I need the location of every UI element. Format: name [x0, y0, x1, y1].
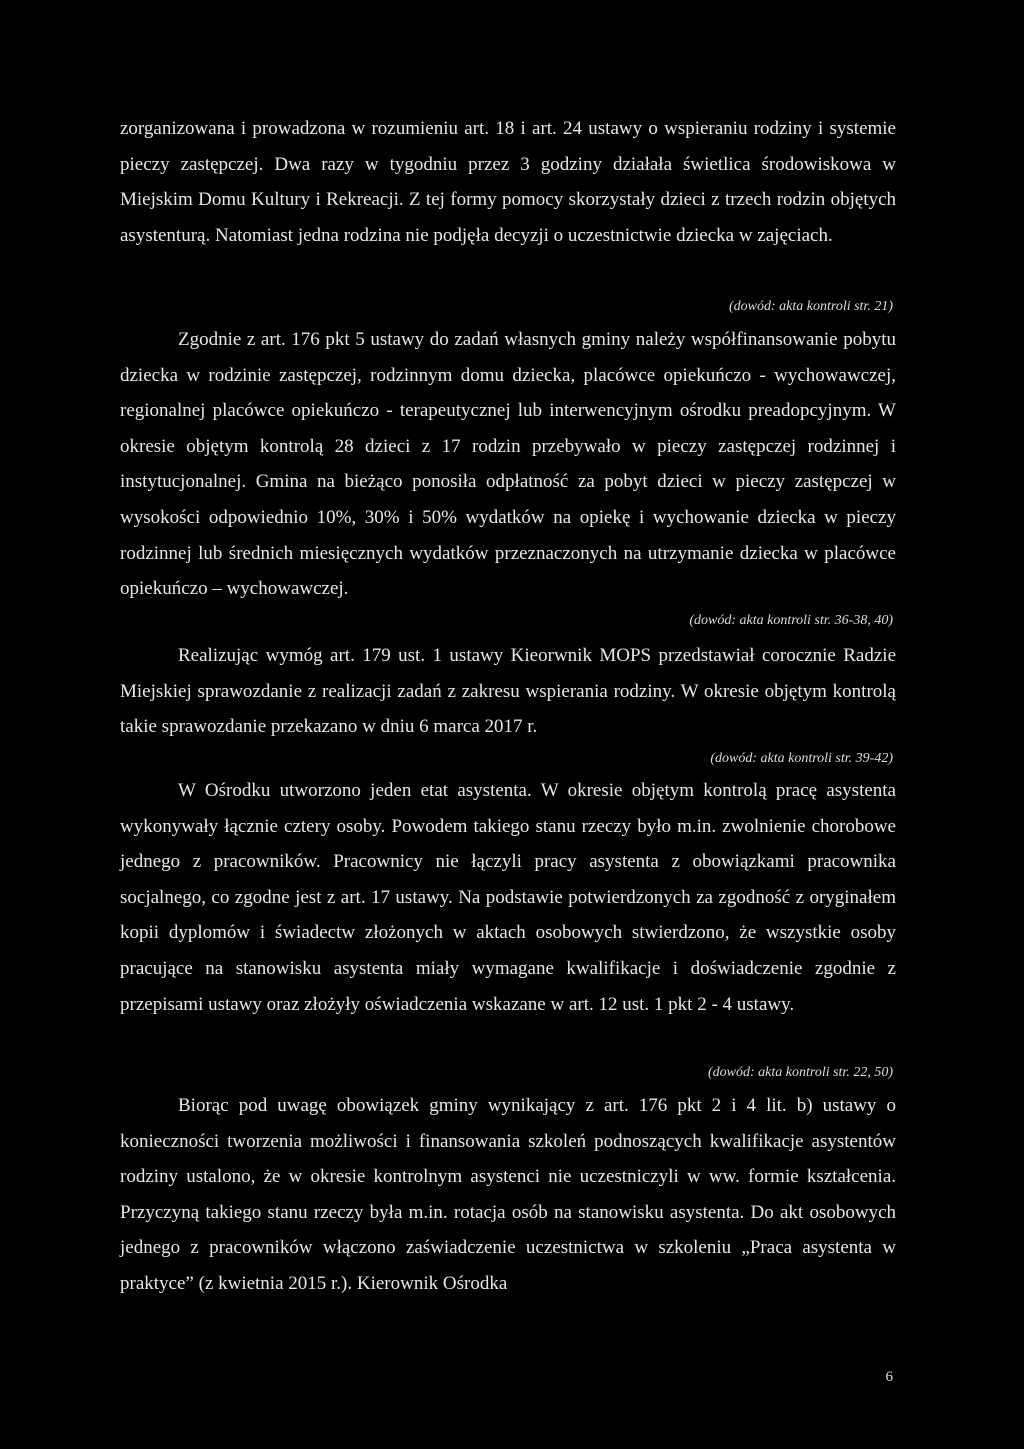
paragraph-asystent: W Ośrodku utworzono jeden etat asystenta. W okresie objętym kontrolą pracę asystenta wykonywały łącznie cztery osoby. Powodem takiego stanu rzeczy było m.in. zwolnienie chorobowe jednego z pracowników. Pracownicy nie łączyli pracy asystenta z obowiązkami pracownika socjalnego, co zgodne jest z art. 17 ustawy. Na podstawie potwierdzonych za zgodność z oryginałem kopii dyplomów i świadectw złożonych w aktach osobowych stwierdzono, że wszystkie osoby pracujące na stanowisku asystenta miały wymagane kwalifikacje i doświadczenie zgodnie z przepisami ustawy oraz złożyły oświadczenia wskazane w art. 12 ust. 1 pkt 2 - 4 ustawy. — [120, 780, 896, 1015]
evidence-citation: (dowód: akta kontroli str. 21) — [729, 299, 893, 314]
page-number: 6 — [885, 1369, 893, 1385]
evidence-citation: (dowód: akta kontroli str. 39-42) — [710, 751, 893, 766]
evidence-citation: (dowód: akta kontroli str. 22, 50) — [708, 1065, 893, 1080]
evidence-citation: (dowód: akta kontroli str. 36-38, 40) — [689, 613, 893, 628]
paragraph-piecza-zastepcza: Zgodnie z art. 176 pkt 5 ustawy do zadań własnych gminy należy współfinansowanie pobytu dziecka w rodzinie zastępczej, rodzinnym domu dziecka, placówce opiekuńczo - wychowawczej, regionalnej placówce opiekuńczo - terapeutycznej lub interwencyjnym ośrodku preadopcyjnym. W okresie objętym kontrolą 28 dzieci z 17 rodzin przebywało w pieczy zastępczej rodzinnej i instytucjonalnej. Gmina na bieżąco ponosiła odpłatność za pobyt dzieci w pieczy zastępczej w wysokości odpowiednio 10%, 30% i 50% wydatków na opiekę i wychowanie dziecka w pieczy rodzinnej lub średnich miesięcznych wydatków przeznaczonych na utrzymanie dziecka w placówce opiekuńczo – wychowawczej. — [120, 329, 896, 600]
paragraph-sprawozdanie: Realizując wymóg art. 179 ust. 1 ustawy Kieorwnik MOPS przedstawiał corocznie Radzie Miejskiej sprawozdanie z realizacji zadań z zakresu wspierania rodziny. W okresie objętym kontrolą takie sprawozdanie przekazano w dniu 6 marca 2017 r. — [120, 645, 896, 738]
paragraph-swietlica: zorganizowana i prowadzona w rozumieniu art. 18 i art. 24 ustawy o wspieraniu rodziny i systemie pieczy zastępczej. Dwa razy w tygodniu przez 3 godziny działała świetlica środowiskowa w Miejskim Domu Kultury i Rekreacji. Z tej formy pomocy skorzystały dzieci z trzech rodzin objętych asystenturą. Natomiast jedna rodzina nie podjęła decyzji o uczestnictwie dziecka w zajęciach. — [120, 118, 896, 246]
paragraph-szkolenia: Biorąc pod uwagę obowiązek gminy wynikający z art. 176 pkt 2 i 4 lit. b) ustawy o konieczności tworzenia możliwości i finansowania szkoleń podnoszących kwalifikacje asystentów rodziny ustalono, że w okresie kontrolnym asystenci nie uczestniczyli w ww. formie kształcenia. Przyczyną takiego stanu rzeczy była m.in. rotacja osób na stanowisku asystenta. Do akt osobowych jednego z pracowników włączono zaświadczenie uczestnictwa w szkoleniu „Praca asystenta w praktyce” (z kwietnia 2015 r.). Kierownik Ośrodka — [120, 1095, 896, 1294]
